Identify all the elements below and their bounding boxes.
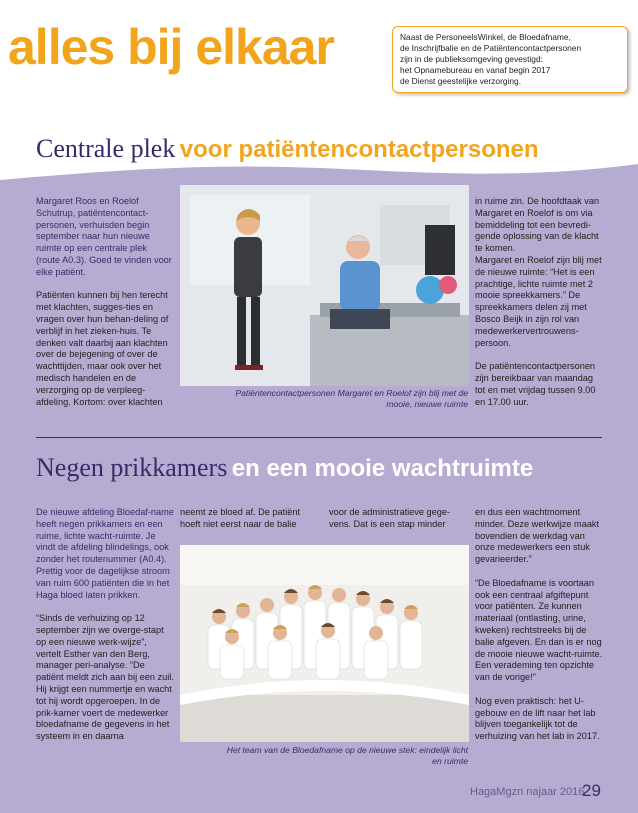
photo-bloedafname-team <box>180 545 469 742</box>
footer-magazine-name: HagaMgzn najaar 2016 <box>470 786 585 798</box>
section2-heading <box>36 455 533 481</box>
photo-illustration <box>180 185 469 386</box>
paragraph: Nog even praktisch: het U-gebouw en de lift naar het lab blijven toegankelijk tot de verhuizing van het lab in 2017. <box>475 695 600 742</box>
paragraph: in ruime zin. De hoofdtaak van Margaret en Roelof is om via bemiddeling tot een bevredi-gende oplossing van de klacht te komen. <box>475 196 600 254</box>
section2-heading-bold: en een mooie wachtruimte <box>231 455 534 482</box>
paragraph: voor de administratieve gege-vens. Dat is een stap minder <box>329 507 451 529</box>
section1-column-3 <box>475 196 603 408</box>
paragraph: Patiënten kunnen bij hen terecht met klachten, sugges-ties en vragen over hun behan-deling of verblijf in het zieken-huis. Te denken valt daarbij aan klachten over de bejegening of over de wachttijden, maar ook over het medisch handelen en de verzorging op de verpleeg-afdeling. Kortom: over klachten <box>36 290 169 407</box>
info-line: het Opnamebureau en vanaf begin 2017 <box>400 65 551 75</box>
info-line: de Inschrijfbalie en de Patiëntencontactpersonen <box>400 43 582 53</box>
info-line: Naast de PersoneelsWinkel, de Bloedafname, <box>400 32 571 42</box>
paragraph: Margaret en Roelof zijn blij met de nieuwe ruimte: “Het is een prachtige, lichte ruimte met 2 mooie spreekkamers.” De spreekkamers delen zij met Bosco Beijk in zijn rol van medewerkervertrouwens-persoon. <box>475 254 602 348</box>
info-line: de Dienst geestelijke verzorging. <box>400 76 522 86</box>
section1-heading <box>36 136 539 162</box>
info-line: zijn in de publieksomgeving gevestigd: <box>400 54 543 64</box>
paragraph: neemt ze bloed af. De patiënt hoeft niet eerst naar de balie <box>180 507 301 529</box>
info-box <box>392 26 628 93</box>
photo2-caption: Het team van de Bloedafname op de nieuwe stek: eindelijk licht en ruimte <box>226 745 468 766</box>
section2-column-2 <box>180 507 320 531</box>
section1-column-1 <box>36 196 172 408</box>
page-number: 29 <box>582 781 601 800</box>
paragraph: De patiëntencontactpersonen zijn bereikbaar van maandag tot en met vrijdag tussen 9.00 en 17.00 uur. <box>475 361 596 407</box>
paragraph: “De Bloedafname is voortaan ook een centraal afgiftepunt voor patiënten. Ze kunnen materiaal (ontlasting, urine, kweken) rechtstreeks bij de balie afgeven. En dan is er nog de mooie nieuwe wacht-ruimte. Een verademing ten opzichte van de vorige!” <box>475 577 603 683</box>
paragraph: “Sinds de verhuizing op 12 september zijn we overge-stapt op een nieuwe werk-wijze”, vertelt Esther van den Berg, manager peri-analyse. “De patiënt meldt zich aan bij een zuil. Hij krijgt een nummertje en wacht tot hij wordt opgeroepen. In de prik-kamer voert de medewerker bloedafname de gegevens in het systeem in en daarna <box>36 613 174 742</box>
section1-heading-bold: voor patiëntencontactpersonen <box>179 136 539 163</box>
section1-heading-serif: Centrale plek <box>36 134 176 163</box>
paragraph: De nieuwe afdeling Bloedaf-name heeft negen prikkamers en een ruime, lichte wacht-ruimte. Je vindt de afdeling blindelings, ook zonder het routenummer (A0.4). Prettig voor de dagelijkse stroom van ruim 600 patiënten die in het Haga bloed laten prikken. <box>36 507 174 600</box>
paragraph: en dus een wachtmoment minder. Deze werkwijze maakt bovendien de werkdag van onze medewerkers een stuk gevarieerder.” <box>475 507 600 565</box>
section2-column-4 <box>475 507 605 743</box>
section-divider <box>36 437 602 438</box>
section2-column-3 <box>329 507 469 531</box>
page-title: alles bij elkaar <box>8 19 334 75</box>
photo-illustration <box>180 545 469 742</box>
section2-column-1 <box>36 507 174 743</box>
photo1-caption: Patiëntencontactpersonen Margaret en Roelof zijn blij met de mooie, nieuwe ruimte <box>235 388 468 409</box>
photo-contact-persons <box>180 185 469 386</box>
section2-heading-serif: Negen prikkamers <box>36 453 228 482</box>
paragraph: Margaret Roos en Roelof Schutrup, patiëntencontact-personen, verhuisden begin september naar hun nieuwe ruimte op een centrale plek (route A0.3). Goed te vinden voor elke patiënt. <box>36 196 172 277</box>
